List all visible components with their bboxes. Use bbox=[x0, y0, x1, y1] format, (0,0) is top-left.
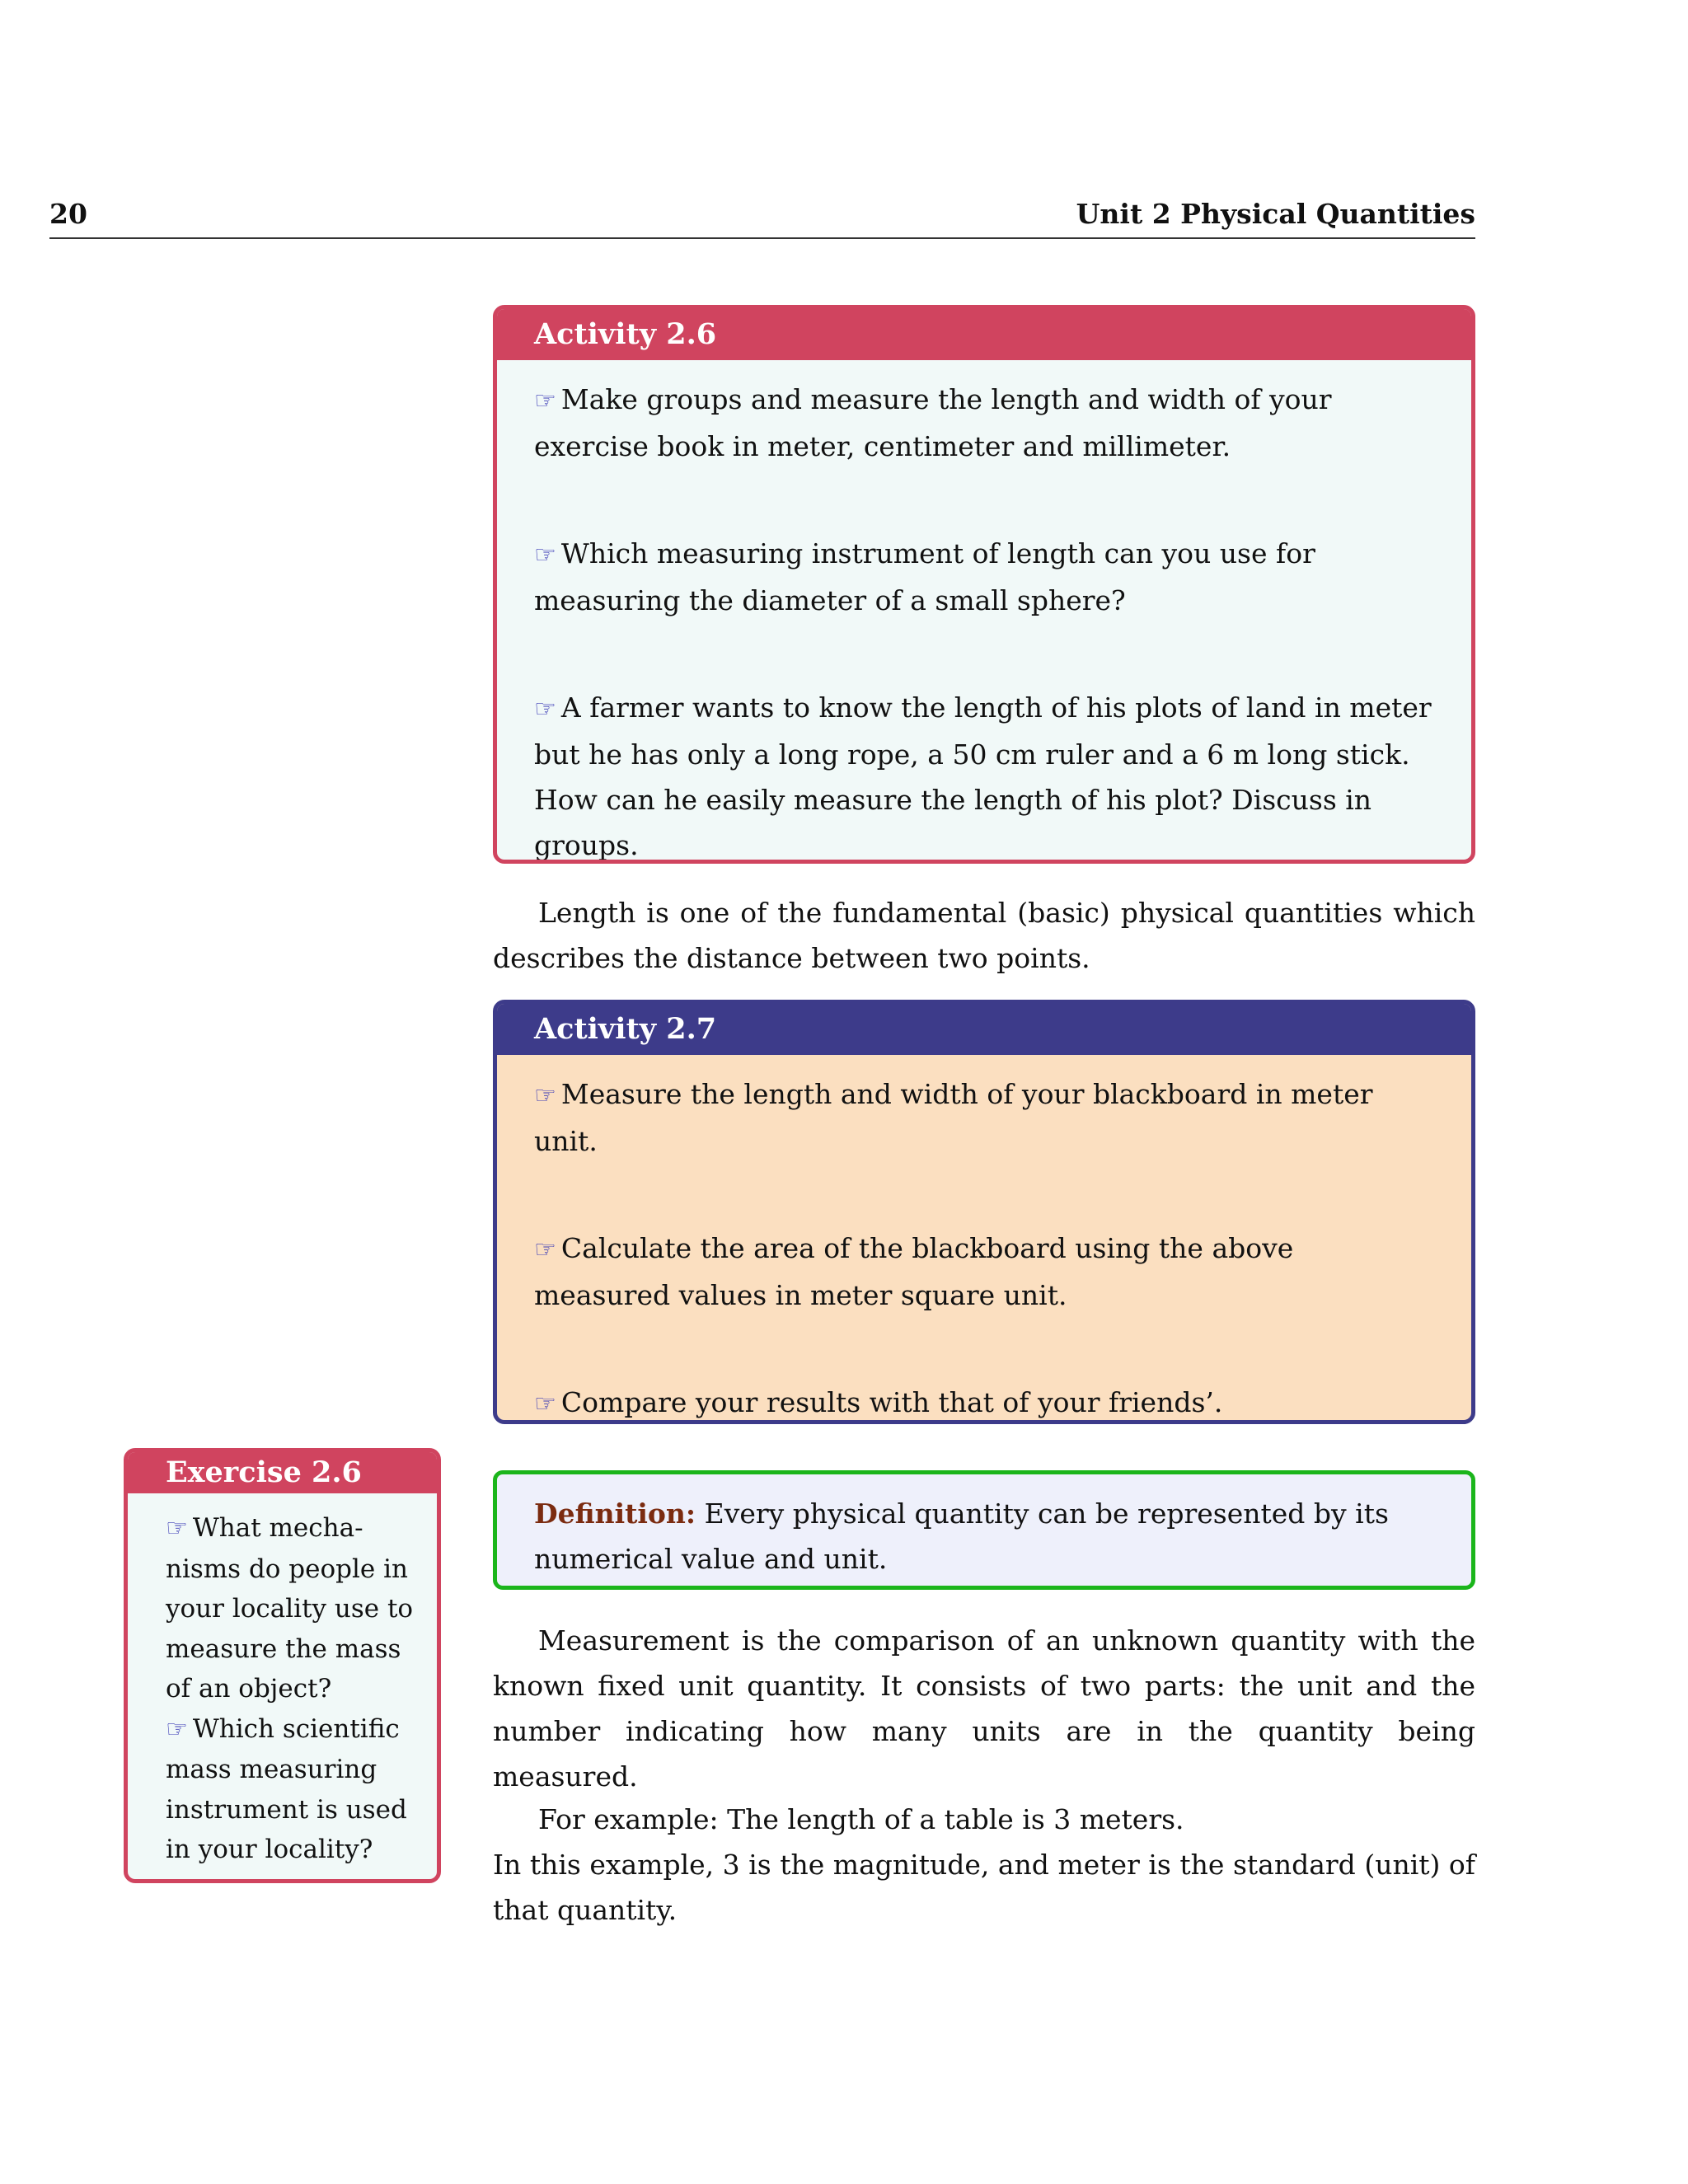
activity-2-6-box bbox=[493, 305, 1475, 864]
example-line-2: In this example, 3 is the magnitude, and meter is the standard (unit) of that quantity. bbox=[493, 1849, 1475, 1926]
exercise-item bbox=[166, 1709, 420, 1870]
activity-title: Activity 2.7 bbox=[497, 1004, 1471, 1055]
pointing-hand-icon: ☞ bbox=[166, 1514, 188, 1543]
definition-box bbox=[493, 1470, 1475, 1590]
exercise-title: Exercise 2.6 bbox=[128, 1452, 437, 1493]
unit-title: Unit 2 Physical Quantities bbox=[1076, 198, 1475, 230]
activity-item-text: Calculate the area of the blackboard using the above measured values in meter square unit. bbox=[534, 1232, 1294, 1311]
definition-label: Definition: bbox=[534, 1497, 696, 1530]
activity-item bbox=[534, 1380, 1434, 1424]
page-number: 20 bbox=[49, 198, 87, 230]
activity-item bbox=[534, 531, 1434, 623]
activity-title: Activity 2.6 bbox=[497, 309, 1471, 360]
activity-2-7-box bbox=[493, 1000, 1475, 1424]
exercise-item-text: What mecha-nisms do people in your locality use to measure the mass of an object? bbox=[166, 1513, 414, 1704]
activity-item-text: Compare your results with that of your friends’. bbox=[560, 1386, 1223, 1418]
exercise-2-6-box bbox=[124, 1448, 441, 1883]
length-paragraph: Length is one of the fundamental (basic) physical quantities which describes the distance between two points. bbox=[493, 897, 1475, 974]
pointing-hand-icon: ☞ bbox=[534, 1390, 556, 1418]
activity-item bbox=[534, 377, 1434, 469]
exercise-item bbox=[166, 1508, 420, 1709]
page-header bbox=[49, 194, 1475, 239]
definition-text: Every physical quantity can be represented by its numerical value and unit. bbox=[534, 1497, 1389, 1575]
activity-item-text: Measure the length and width of your blackboard in meter unit. bbox=[534, 1078, 1373, 1157]
activity-item bbox=[534, 1071, 1434, 1164]
activity-item-text: Make groups and measure the length and width of your exercise book in meter, centimeter and millimeter. bbox=[534, 383, 1332, 462]
activity-item-text: Which measuring instrument of length can you use for measuring the diameter of a small sphere? bbox=[534, 537, 1315, 616]
example-line-1: For example: The length of a table is 3 meters. bbox=[538, 1803, 1184, 1835]
measurement-paragraph: Measurement is the comparison of an unknown quantity with the known fixed unit quantity. It consists of two parts: the unit and the number indicating how many units are in the quantity being measured. bbox=[493, 1624, 1475, 1793]
pointing-hand-icon: ☞ bbox=[534, 695, 556, 724]
pointing-hand-icon: ☞ bbox=[534, 387, 556, 415]
exercise-item-text: Which scientific mass measuring instrument is used in your locality? bbox=[166, 1713, 407, 1864]
pointing-hand-icon: ☞ bbox=[534, 541, 556, 569]
activity-item bbox=[534, 1226, 1434, 1318]
pointing-hand-icon: ☞ bbox=[166, 1714, 188, 1744]
pointing-hand-icon: ☞ bbox=[534, 1235, 556, 1264]
activity-item bbox=[534, 685, 1434, 864]
activity-item-text: A farmer wants to know the length of his plots of land in meter but he has only a long rope, a 50 cm ruler and a 6 m long stick. How can he easily measure the length of his plot? Discuss in groups. bbox=[534, 691, 1432, 861]
pointing-hand-icon: ☞ bbox=[534, 1081, 556, 1110]
